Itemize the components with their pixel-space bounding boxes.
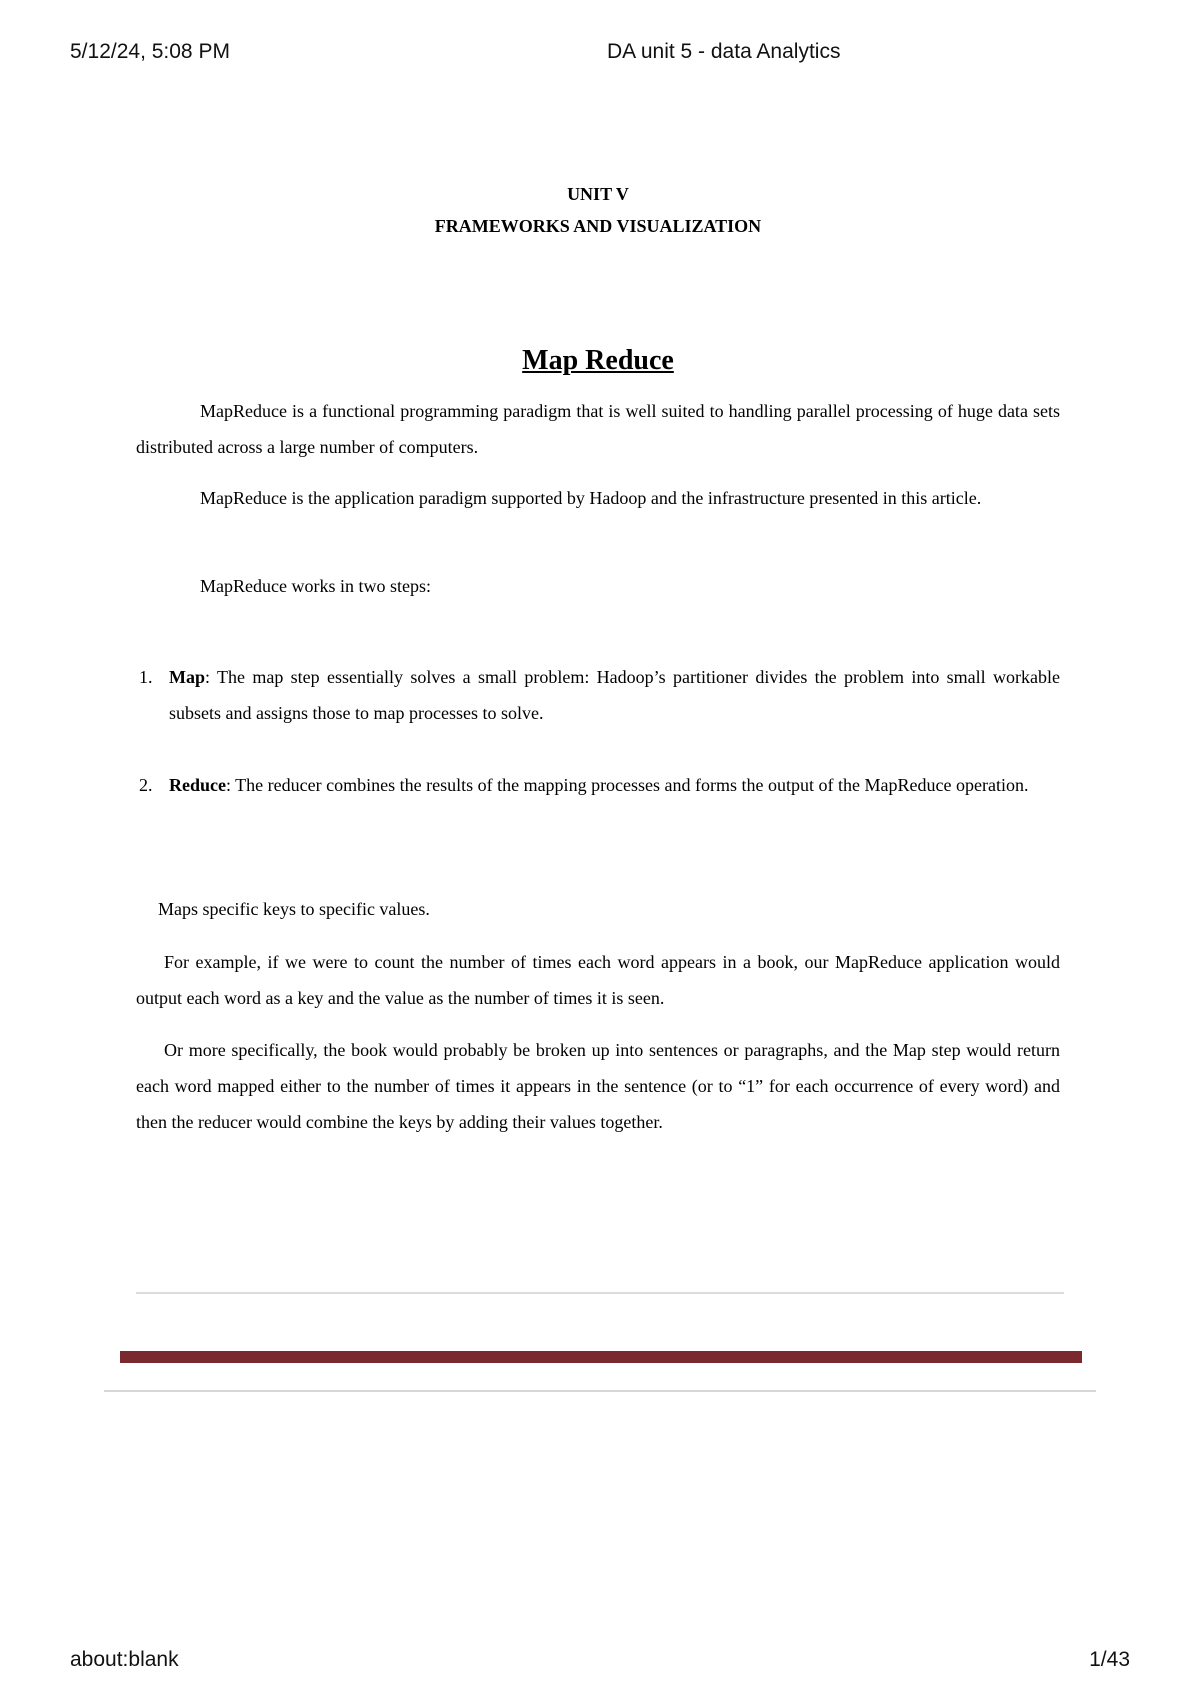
example-paragraph-1: For example, if we were to count the number of times each word appears in a book, our MapReduce application would output each word as a key and the value as the number of times it is seen. <box>136 952 1060 1008</box>
step-term: Map <box>169 667 205 687</box>
unit-heading <box>136 178 1060 242</box>
print-datetime: 5/12/24, 5:08 PM <box>70 40 230 63</box>
unit-title: FRAMEWORKS AND VISUALIZATION <box>434 216 762 236</box>
divider-thin <box>136 1292 1064 1294</box>
list-item <box>136 767 1060 803</box>
divider-bottom <box>104 1390 1096 1392</box>
print-header <box>70 40 1130 70</box>
print-footer <box>70 1648 1130 1678</box>
maps-line: Maps specific keys to specific values. <box>158 899 430 919</box>
print-page-title: DA unit 5 - data Analytics <box>607 40 841 63</box>
list-item <box>136 659 1060 731</box>
example-paragraph-2: Or more specifically, the book would probably be broken up into sentences or paragraphs, and the Map step would return each word mapped either to the number of times it appears in the sentence (or to “1” for each occurrence of every word) and then the reducer would combine the keys by adding their values together. <box>136 1040 1060 1132</box>
step-number: 2. <box>139 775 153 795</box>
print-url: about:blank <box>70 1648 179 1671</box>
intro-paragraph-2: MapReduce is the application paradigm supported by Hadoop and the infrastructure presented in this article. <box>200 488 982 508</box>
step-number: 1. <box>139 667 153 687</box>
page-number: 1/43 <box>1089 1648 1130 1671</box>
step-term: Reduce <box>169 775 226 795</box>
step-text: : The reducer combines the results of the mapping processes and forms the output of the MapReduce operation. <box>226 775 1029 795</box>
step-text: : The map step essentially solves a small problem: Hadoop’s partitioner divides the problem into small workable subsets and assigns those to map processes to solve. <box>169 667 1060 723</box>
intro-paragraph-3: MapReduce works in two steps: <box>200 576 431 596</box>
intro-paragraph-1: MapReduce is a functional programming paradigm that is well suited to handling parallel processing of huge data sets distributed across a large number of computers. <box>136 401 1060 457</box>
divider-bar <box>120 1351 1082 1363</box>
unit-number: UNIT V <box>567 184 629 204</box>
section-title: Map Reduce <box>522 345 674 376</box>
